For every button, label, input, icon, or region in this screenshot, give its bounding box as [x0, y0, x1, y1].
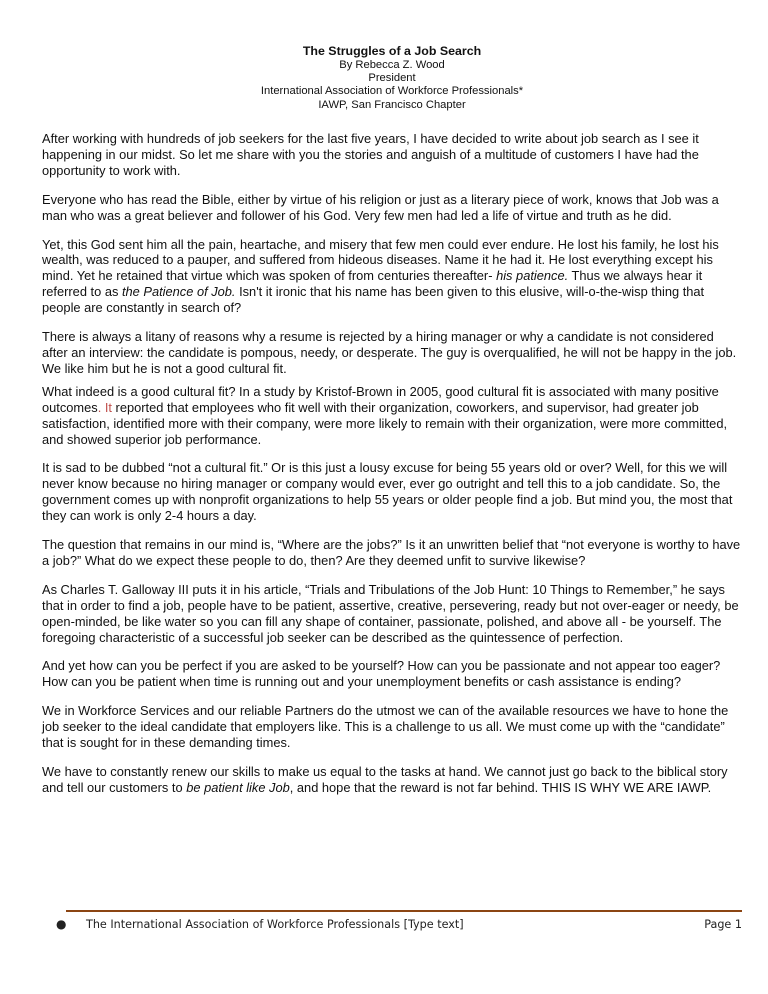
author-role: President: [368, 71, 416, 84]
paragraph-workforce: We in Workforce Services and our reliable Partners do the utmost we can of the available resources we have to hone the job seeker to the ideal candidate that employers like. This is a challenge to us all. We must come up with the “candidate” that is sought for in these demanding times.: [42, 703, 729, 751]
paragraph-question: The question that remains in our mind is, “Where are the jobs?” Is it an unwritten belief that “not everyone is worthy to have a job?” What do we expect these people to do, then? Are they deemed unfit to survive likewise?: [42, 537, 741, 568]
footer-text: The International Association of Workforce Professionals [Type text]: [86, 918, 464, 931]
bullet-icon: ●: [56, 917, 67, 931]
tracked-change-text: . It: [97, 399, 112, 415]
author-byline: By Rebecca Z. Wood: [339, 58, 445, 71]
paragraph-text: We have to constantly renew our skills to make us equal to the tasks at hand. We cannot just go back to the biblical story and tell our customers to: [42, 764, 728, 795]
paragraph-job-story: [42, 237, 742, 317]
chapter-name: IAWP, San Francisco Chapter: [318, 98, 466, 111]
paragraph-text: Isn't it ironic that his name has been given to this elusive, will-o-the-wisp thing that people are constantly in search of?: [42, 284, 705, 316]
paragraph-cultural-fit: [42, 384, 742, 448]
page-footer: [56, 918, 744, 936]
paragraph-age: It is sad to be dubbed “not a cultural fit.” Or is this just a lousy excuse for being 55 years old or over? Well, for this we will never know because no hiring manager or company would ever, ever go outright and tell this to a job candidate. So, the government comes up with nonprofit organizations to help 55 years or older people find a job. But mind you, the most that they can work is only 2-4 hours a day.: [42, 460, 733, 524]
paragraph-galloway: As Charles T. Galloway III puts it in his article, “Trials and Tribulations of the Job Hunt: 10 Things to Remember,” he says that in order to find a job, people have to be patient, assertive, creative, persevering, ready but not over-eager or needy, be open-minded, be like water so you can fill any shape of container, passionate, polished, and above all - be yourself. The foregoing characteristic of a successful job seeker can be described as the quintessence of perfection.: [42, 581, 739, 645]
emphasis-text: his patience.: [496, 268, 569, 284]
paragraph-conclusion: [42, 764, 742, 796]
paragraph-reasons: There is always a litany of reasons why a resume is rejected by a hiring manager or why a candidate is not considered after an interview: the candidate is pompous, needy, or desperate. The guy is overqualified, he will not be happy in the job. We like him but he is not a good cultural fit.: [42, 329, 737, 376]
paragraph-text: reported that employees who fit well with their organization, coworkers, and supervisor, had greater job satisfaction, identified more with their company, were more likely to remain with their organization, were more committed, and showed superior job performance.: [42, 399, 728, 447]
document-body: [42, 131, 742, 809]
emphasis-text: the Patience of Job.: [121, 284, 236, 300]
paragraph-bible: Everyone who has read the Bible, either by virtue of his religion or just as a literary piece of work, knows that Job was a man who was a great believer and follower of his God. Very few men had led a life of virtue and truth as he did.: [42, 191, 719, 223]
emphasis-text: be patient like Job: [186, 779, 290, 795]
page-number: Page 1: [704, 918, 742, 931]
paragraph-text: Yet, this God sent him all the pain, heartache, and misery that few men could ever endure. He lost his family, he lost his wealth, was reduced to a pauper, and suffered from hideous diseases. Name it he had it. He lost everything except his mind. Yet he retained that virtue which was spoken of from centuries thereafter-: [42, 236, 719, 284]
paragraph-perfection: And yet how can you be perfect if you are asked to be yourself? How can you be passionate and not appear too eager? How can you be patient when time is running out and your unemployment benefits or cash assistance is ending?: [42, 658, 721, 690]
footer-divider: [66, 910, 742, 912]
paragraph-text: Thus we always hear it referred to as: [42, 268, 703, 300]
paragraph-intro: After working with hundreds of job seekers for the last five years, I have decided to write about job search as I see it happening in our midst. So let me share with you the stories and anguish of a multitude of customers I have had the opportunity to work with.: [42, 131, 699, 178]
organization-name: International Association of Workforce Professionals*: [260, 85, 524, 98]
document-title: The Struggles of a Job Search: [302, 44, 482, 58]
paragraph-text: , and hope that the reward is not far behind. THIS IS WHY WE ARE IAWP.: [289, 779, 712, 795]
document-header: [0, 44, 768, 112]
paragraph-text: What indeed is a good cultural fit? In a study by Kristof-Brown in 2005, good cultural fit is associated with many positive outcomes: [42, 383, 719, 415]
